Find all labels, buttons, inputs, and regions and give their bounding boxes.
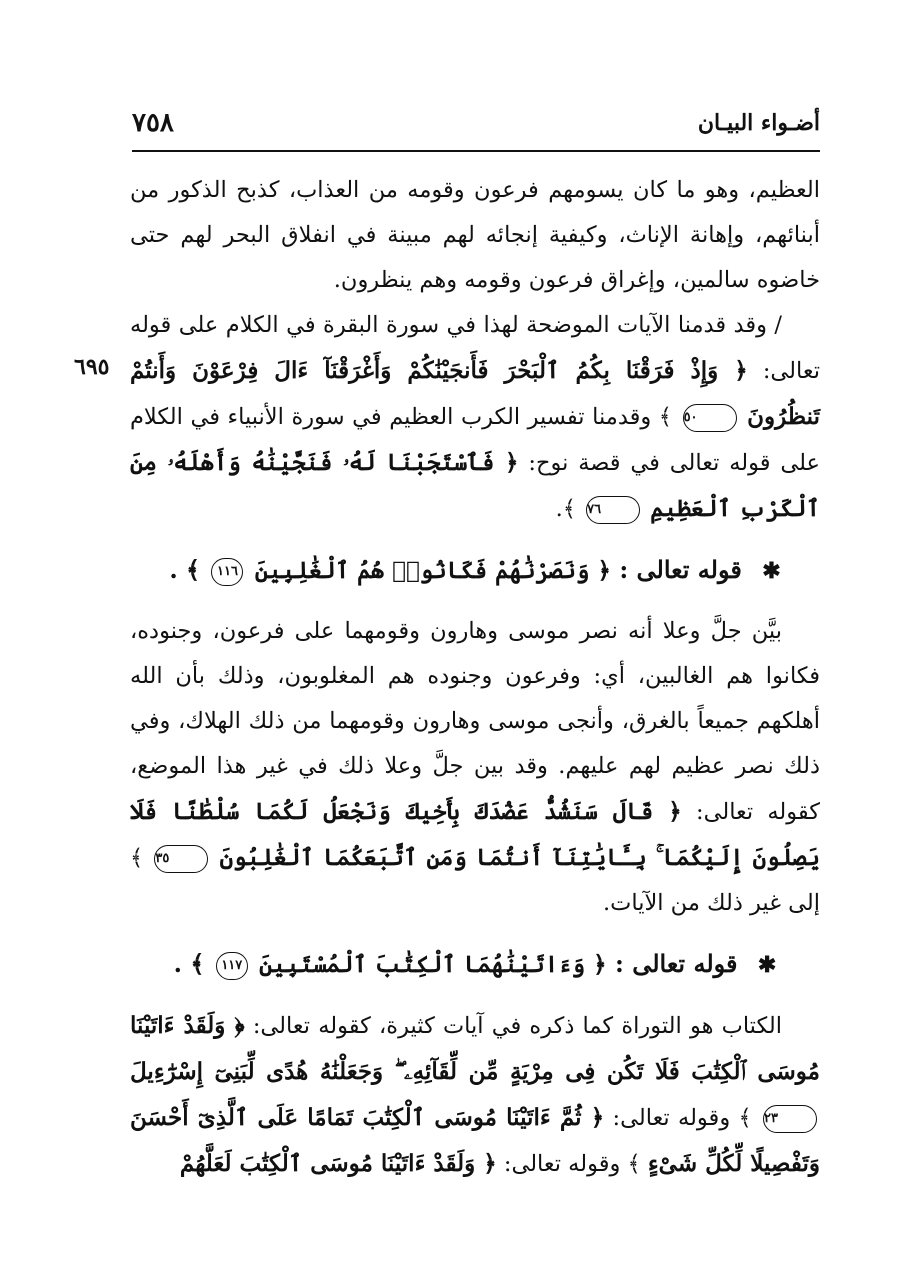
margin-page-marker: ٦٩٥ bbox=[74, 354, 110, 380]
heading-label: قوله تعالى : bbox=[615, 949, 738, 978]
paragraph-text: ﴾. bbox=[555, 496, 576, 522]
heading-end: ﴾ . bbox=[169, 555, 201, 584]
asterisk-icon: ✱ bbox=[762, 558, 781, 584]
paragraph-text: / وقد قدمنا الآيات الموضحة لهذا في سورة البقرة في الكلام على قوله تعالى: bbox=[130, 312, 820, 384]
heading-end: ﴾ . bbox=[173, 949, 205, 978]
ayah-number-marker: ٥٠ bbox=[683, 404, 737, 432]
section-heading-1 bbox=[130, 532, 820, 609]
page-body bbox=[130, 168, 820, 1187]
ayah-number-marker: ٣٥ bbox=[154, 845, 208, 873]
quran-verse: ﴿ وَءَاتَيْنَٰهُمَا ٱلْكِتَٰبَ ٱلْمُسْتَبِينَ bbox=[259, 951, 607, 978]
header-rule bbox=[132, 150, 820, 152]
page-header bbox=[132, 110, 820, 150]
asterisk-icon: ✱ bbox=[757, 952, 777, 978]
quran-verse: ﴿ قَالَ سَنَشُدُّ عَضُدَكَ بِأَخِيكَ وَنَجْعَلُ لَكُمَا سُلْطَٰنًا فَلَا يَصِلُونَ إِلَيْكُمَا ۚ بِـَٔايَٰتِنَآ أَنتُمَا وَمَنِ ٱتَّبَعَكُمَا ٱلْغَٰلِبُونَ bbox=[130, 798, 821, 871]
paragraph-text: ﴾ وقوله تعالى: bbox=[503, 1151, 641, 1177]
paragraph-text: بيَّن جلَّ وعلا أنه نصر موسى وهارون وقومهما على فرعون، وجنوده، فكانوا هم الغالبين، أي: وفرعون وجنوده هم المغلوبون، وذلك بأن الله أهلكهم جميعاً بالغرق، وأنجى موسى وهارون وقومهما من ذلك الهلاك، وفي ذلك نصر عظيم لهم عليهم. وقد بين جلَّ وعلا ذلك في غير هذا الموضع، كقوله تعالى: bbox=[130, 618, 821, 825]
quran-verse: ﴿ وَإِذْ فَرَقْنَا بِكُمُ ٱلْبَحْرَ فَأَنجَيْنَٰكُمْ وَأَغْرَقْنَآ ءَالَ فِرْعَوْنَ وَأَنتُمْ تَنظُرُونَ bbox=[130, 357, 820, 430]
quran-verse: ﴿ فَٱسْتَجَبْنَا لَهُۥ فَنَجَّيْنَٰهُ وَأَهْلَهُۥ مِنَ ٱلْكَرْبِ ٱلْعَظِيمِ bbox=[130, 449, 820, 522]
section-heading-2 bbox=[130, 926, 820, 1003]
paragraph-text: العظيم، وهو ما كان يسومهم فرعون وقومه من العذاب، كذبح الذكور من أبنائهم، وإهانة الإناث، وكيفية إنجائه لهم مبينة في انفلاق البحر لهم حتى خاضوه سالمين، وإغراق فرعون وقومه وهم ينظرون. bbox=[130, 177, 820, 293]
heading-label: قوله تعالى : bbox=[619, 555, 742, 584]
paragraph-4 bbox=[130, 1003, 820, 1187]
paragraph-3 bbox=[130, 609, 820, 926]
ayah-number-marker: ١١٧ bbox=[216, 952, 248, 980]
running-title: أضـواء البيـان bbox=[697, 110, 820, 136]
quran-verse: ﴿ وَلَقَدْ ءَاتَيْنَا مُوسَى ٱلْكِتَٰبَ لَعَلَّهُمْ bbox=[179, 1150, 497, 1177]
page-number: ٧٥٨ bbox=[132, 108, 174, 138]
paragraph-2 bbox=[130, 303, 820, 532]
ayah-number-marker: ٢٣ bbox=[763, 1105, 817, 1133]
paragraph-text: ﴾ وقوله تعالى: bbox=[612, 1105, 752, 1131]
quran-verse: ﴿ وَلَقَدْ ءَاتَيْنَا مُوسَى ٱلْكِتَٰبَ فَلَا تَكُن فِى مِرْيَةٍ مِّن لِّقَآئِهِۦ ۖ وَجَعَلْنَٰهُ هُدًى لِّبَنِىٓ إِسْرَٰٓءِيلَ bbox=[130, 1012, 820, 1085]
paragraph-text: ﴾ وقدمنا تفسير الكرب العظيم في سورة الأنبياء في الكلام على قوله تعالى في قصة نوح: bbox=[130, 404, 820, 476]
paragraph-1 bbox=[130, 168, 820, 303]
ayah-number-marker: ١١٦ bbox=[211, 558, 243, 586]
paragraph-text: الكتاب هو التوراة كما ذكره في آيات كثيرة، كقوله تعالى: bbox=[252, 1013, 783, 1039]
paragraph-text: ﴾ إلى غير ذلك من الآيات. bbox=[130, 845, 820, 916]
quran-verse: ﴿ ثُمَّ ءَاتَيْنَا مُوسَى ٱلْكِتَٰبَ تَمَامًا عَلَى ٱلَّذِىٓ أَحْسَنَ وَتَفْصِيلًا لِّكُلِّ شَىْءٍ bbox=[130, 1104, 820, 1177]
ayah-number-marker: ٧٦ bbox=[586, 496, 640, 524]
quran-verse: ﴿ وَنَصَرْنَٰهُمْ فَكَانُوا۟ هُمُ ٱلْغَٰلِبِينَ bbox=[254, 557, 611, 584]
